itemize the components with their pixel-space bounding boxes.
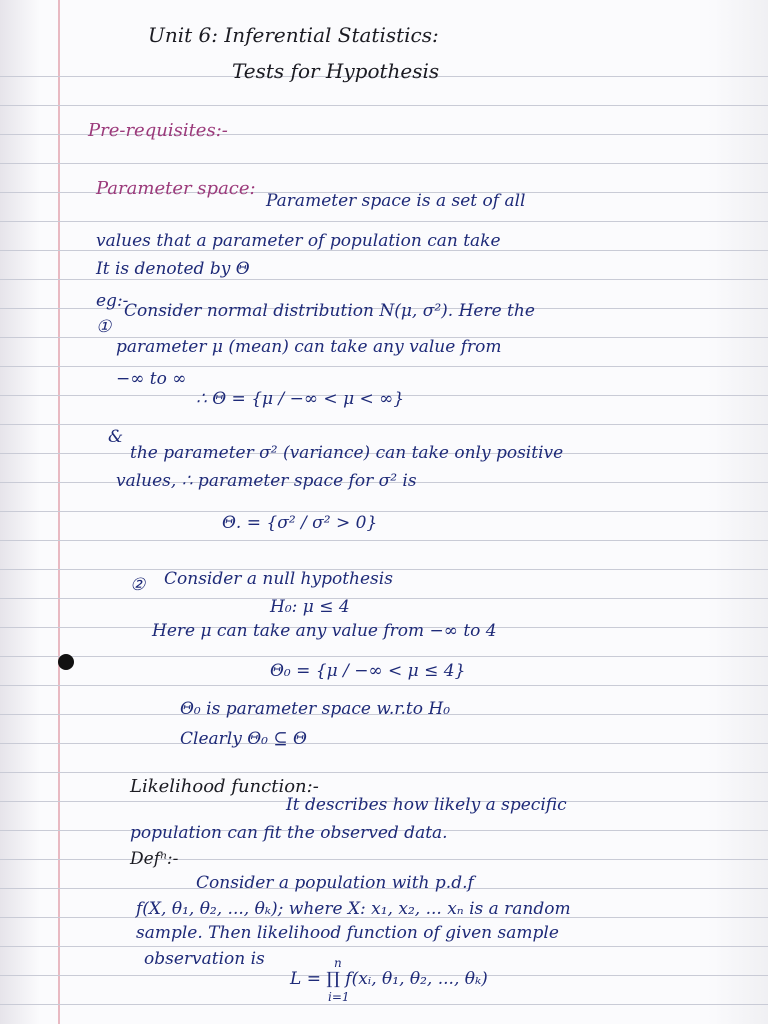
example-1-formula-2: Θ. = {σ² / σ² > 0}	[222, 513, 378, 533]
ruled-line	[0, 511, 768, 512]
example-1-line-3: −∞ to ∞	[116, 369, 187, 389]
ruled-line	[0, 598, 768, 599]
margin-line	[58, 0, 60, 1024]
page-edge	[708, 0, 768, 1024]
parameter-space-def-2: values that a parameter of population can take	[96, 231, 501, 251]
ruled-line	[0, 163, 768, 164]
example-1-line-4: the parameter σ² (variance) can take only positive	[130, 443, 564, 463]
example-2-hypothesis: H₀: μ ≤ 4	[270, 597, 350, 617]
likelihood-line-6: observation is	[144, 949, 265, 969]
likelihood-heading: Likelihood function:-	[130, 776, 319, 797]
example-2-line-2: Here μ can take any value from −∞ to 4	[152, 621, 497, 641]
product-lower-limit: i=1	[328, 990, 350, 1004]
example-1-amp: &	[108, 427, 124, 447]
ruled-line	[0, 685, 768, 686]
example-2-line-1: Consider a null hypothesis	[164, 569, 393, 589]
ruled-line	[0, 859, 768, 860]
prerequisites-heading: Pre-requisites:-	[88, 120, 228, 141]
example-1-formula: ∴ Θ = {μ / −∞ < μ < ∞}	[196, 389, 405, 409]
ruled-line	[0, 221, 768, 222]
ruled-line	[0, 424, 768, 425]
ruled-line	[0, 366, 768, 367]
ruled-line	[0, 772, 768, 773]
parameter-space-def-1: Parameter space is a set of all	[266, 191, 526, 211]
ruled-line	[0, 540, 768, 541]
punch-hole	[58, 654, 74, 670]
page-shadow	[0, 0, 40, 1024]
example-2-line-4: Clearly Θ₀ ⊆ Θ	[180, 729, 307, 749]
ruled-line	[0, 656, 768, 657]
example-2-line-3: Θ₀ is parameter space w.r.to H₀	[180, 699, 451, 719]
ruled-line	[0, 946, 768, 947]
title-line-1: Unit 6: Inferential Statistics:	[148, 23, 439, 47]
example-1-line-5: values, ∴ parameter space for σ² is	[116, 471, 417, 491]
likelihood-line-1: It describes how likely a specific	[286, 795, 567, 815]
example-1-number: ①	[96, 317, 112, 337]
eg-label: eg:-	[96, 291, 129, 311]
likelihood-formula: L = ∏ f(xᵢ, θ₁, θ₂, ..., θₖ)	[290, 969, 488, 989]
likelihood-line-5: sample. Then likelihood function of given sample	[136, 923, 559, 943]
example-1-line-2: parameter μ (mean) can take any value from	[116, 337, 502, 357]
ruled-line	[0, 1004, 768, 1005]
parameter-space-def-3: It is denoted by Θ	[96, 259, 250, 279]
parameter-space-heading: Parameter space:	[96, 178, 256, 199]
example-1-line-1: Consider normal distribution N(μ, σ²). Here the	[124, 301, 535, 321]
example-2-formula: Θ₀ = {μ / −∞ < μ ≤ 4}	[270, 661, 466, 681]
likelihood-line-2: population can fit the observed data.	[130, 823, 448, 843]
likelihood-line-3: Consider a population with p.d.f	[196, 873, 474, 893]
title-line-2: Tests for Hypothesis	[232, 59, 440, 83]
likelihood-line-4: f(X, θ₁, θ₂, ..., θₖ); where X: x₁, x₂, ... xₙ is a random	[136, 899, 571, 919]
ruled-line	[0, 743, 768, 744]
product-upper-limit: n	[334, 956, 342, 970]
definition-label: Defⁿ:-	[130, 849, 179, 869]
example-2-number: ②	[130, 575, 146, 595]
ruled-line	[0, 105, 768, 106]
